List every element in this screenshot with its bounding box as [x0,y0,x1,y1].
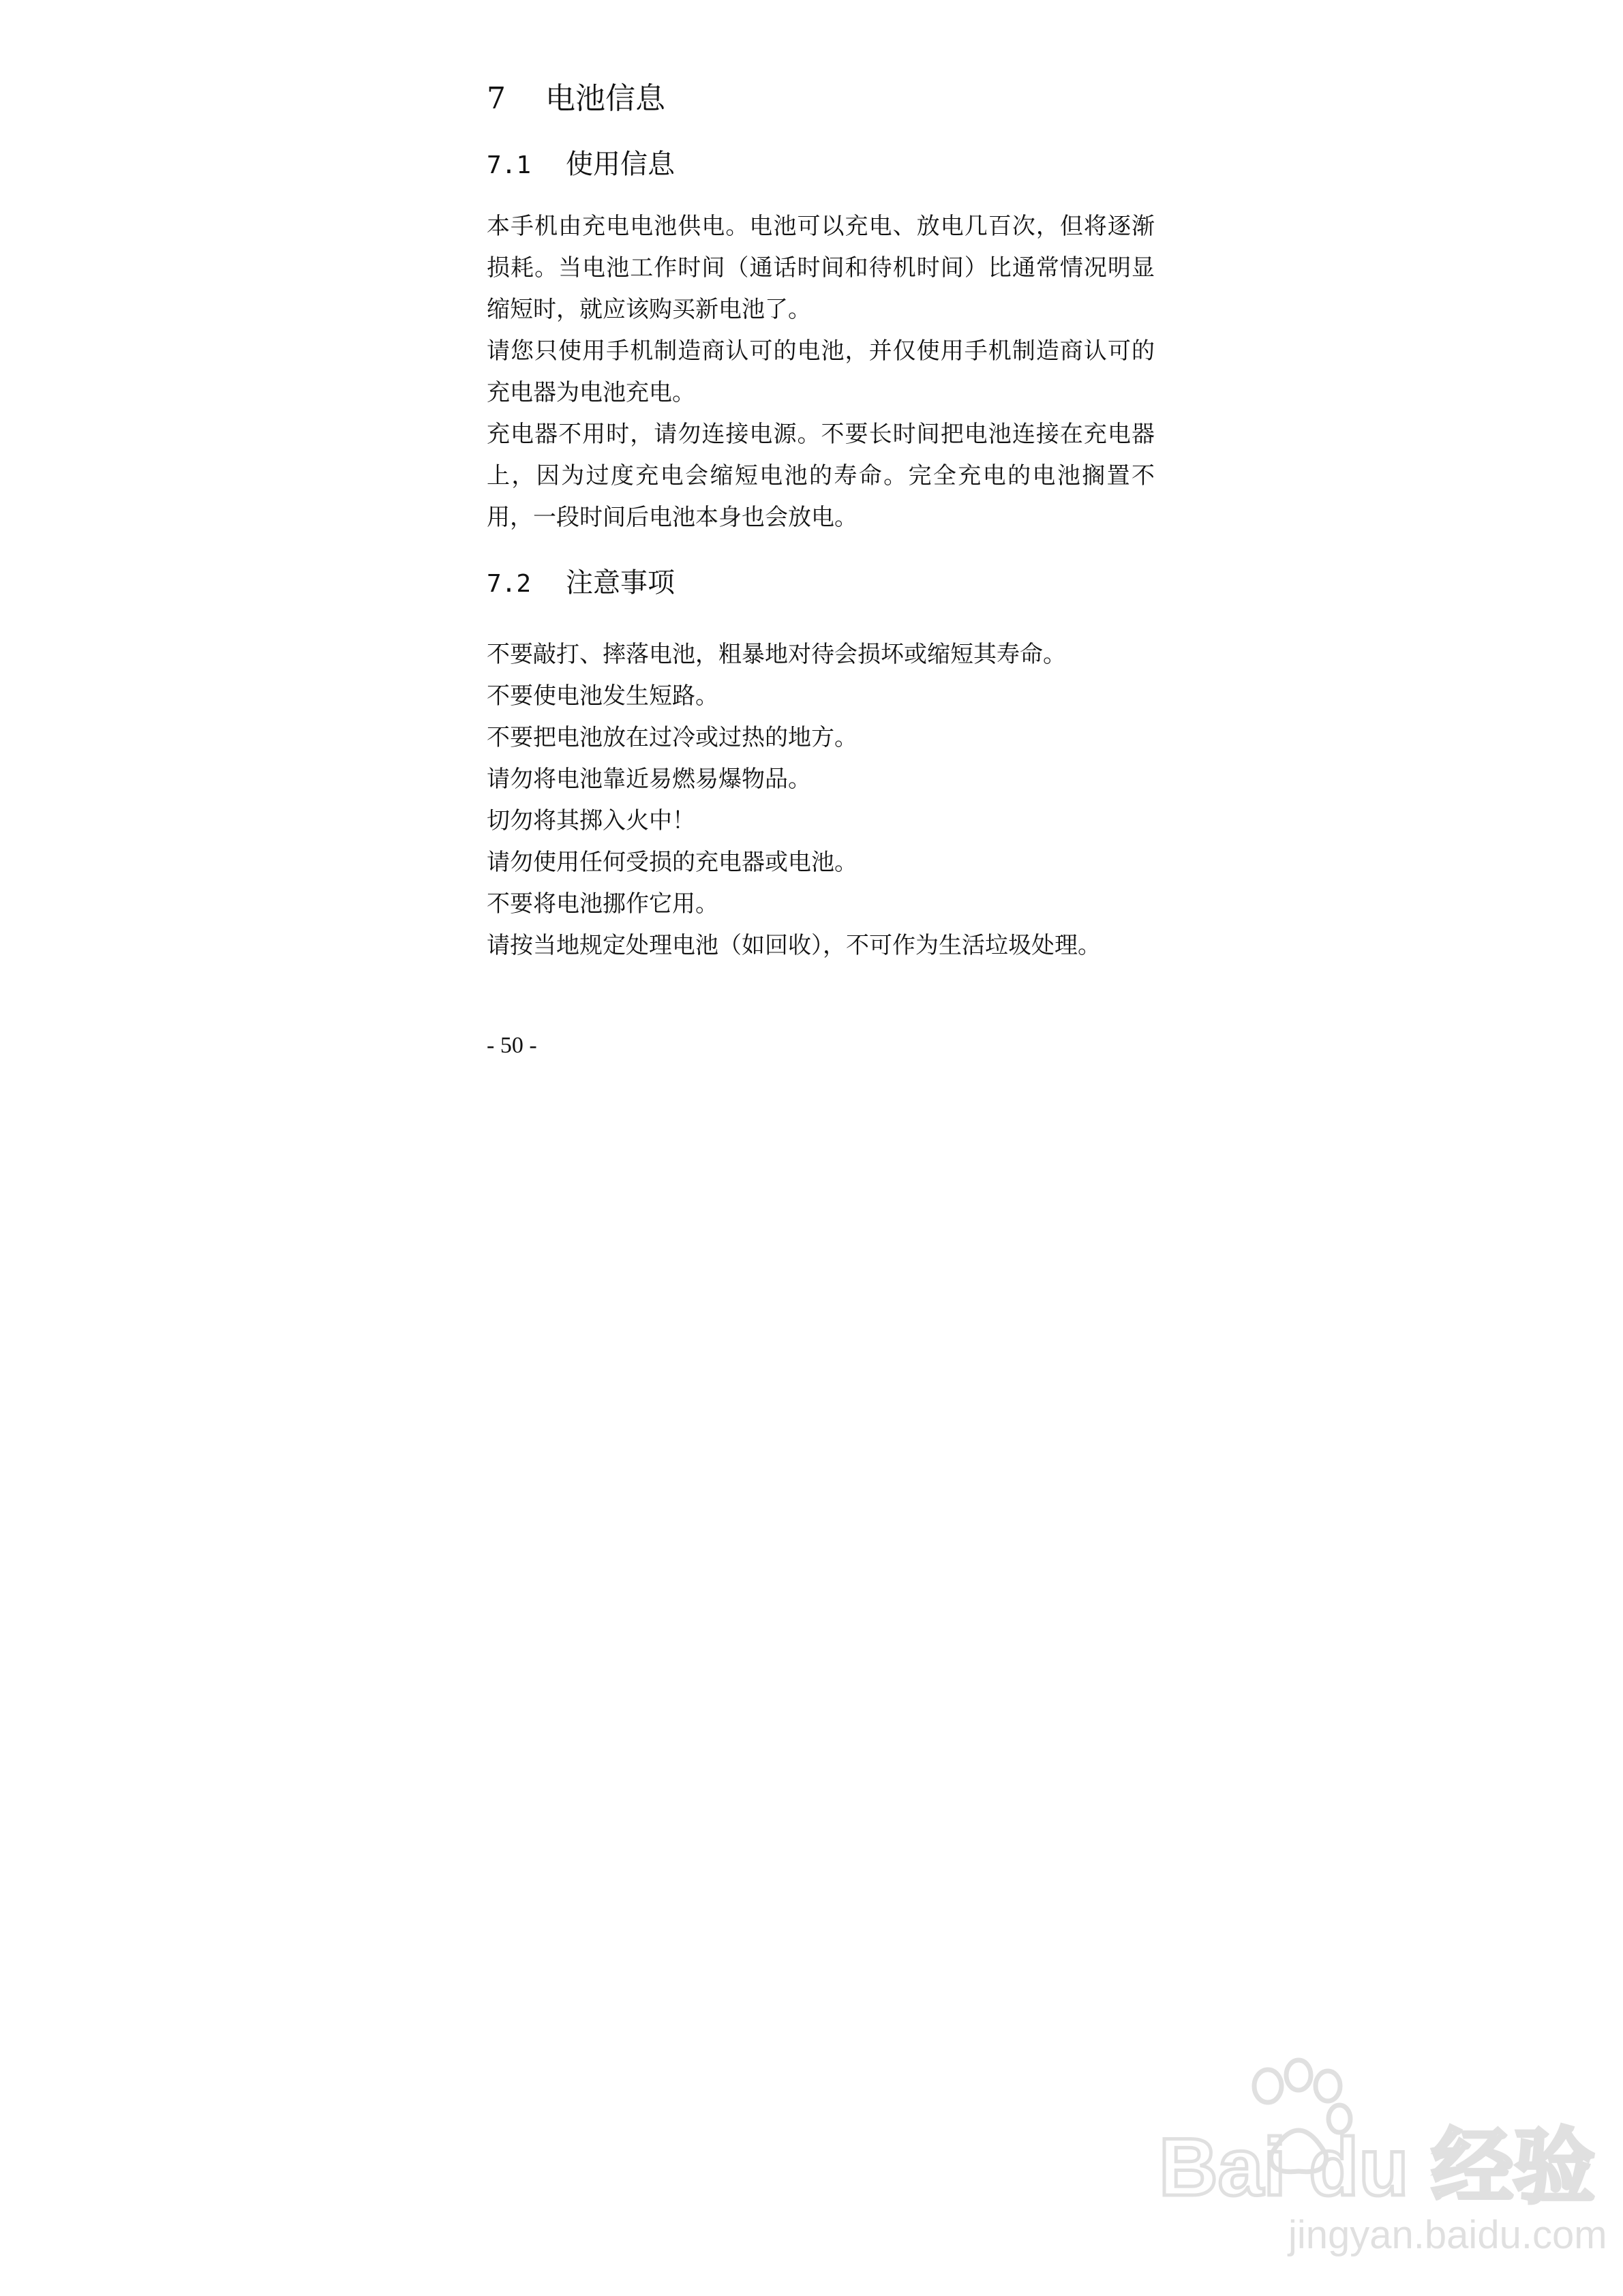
chapter-title: 电池信息 [545,81,665,116]
list-item: 不要将电池挪作它用。 [487,890,718,918]
list-item: 请勿使用任何受损的充电器或电池。 [487,849,858,876]
usage-body [487,206,1155,539]
page-number: - 50 - [487,1033,537,1058]
section-number: 7.2 [487,570,532,598]
section-heading-precautions [487,560,1155,605]
list-item: 不要把电池放在过冷或过热的地方。 [487,724,858,751]
paragraph: 充电器不用时，请勿连接电源。不要长时间把电池连接在充电器上，因为过度充电会缩短电池的寿命。完全充电的电池搁置不用，一段时间后电池本身也会放电。 [487,421,1155,531]
section-title: 使用信息 [566,149,675,180]
section-title: 注意事项 [566,567,675,599]
page-content [487,75,1155,978]
paragraph: 本手机由充电电池供电。电池可以充电、放电几百次，但将逐渐损耗。当电池工作时间（通话时间和待机时间）比通常情况明显缩短时，就应该购买新电池了。 [487,213,1155,323]
watermark-url: jingyan.baidu.com [1288,2213,1607,2257]
section-number: 7.1 [487,151,532,179]
section-heading-usage [487,142,1155,187]
chapter-heading [487,75,1155,123]
precautions-list [487,634,1155,967]
baidu-jingyan-watermark [1152,2059,1607,2263]
watermark-brand: Bai du 经验 [1159,2121,1596,2213]
list-item: 请勿将电池靠近易燃易爆物品。 [487,766,811,793]
paragraph: 请您只使用手机制造商认可的电池，并仅使用手机制造商认可的充电器为电池充电。 [487,337,1155,406]
chapter-number: 7 [487,81,506,116]
list-item: 请按当地规定处理电池（如回收），不可作为生活垃圾处理。 [487,932,1101,959]
list-item: 不要使电池发生短路。 [487,682,718,710]
list-item: 不要敲打、摔落电池，粗暴地对待会损坏或缩短其寿命。 [487,641,1066,668]
list-item: 切勿将其掷入火中！ [487,807,695,834]
